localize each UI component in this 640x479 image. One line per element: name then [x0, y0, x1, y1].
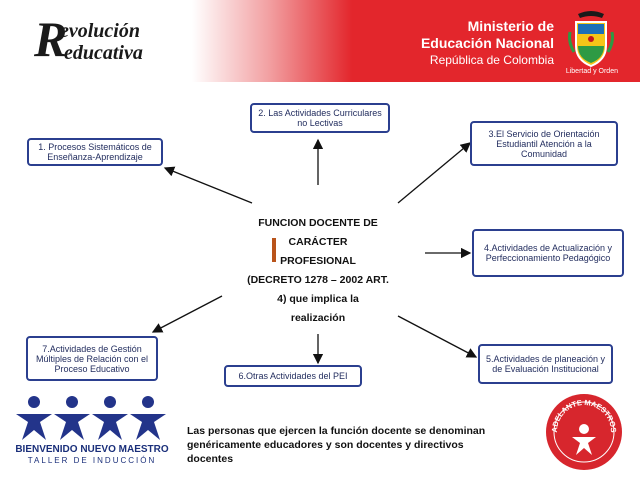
center-line3: PROFESIONAL [280, 255, 356, 267]
box-servicio-orientacion: 3.El Servicio de Orientación Estudiantil Atención a la Comunidad [470, 121, 618, 166]
box-actividades-curriculares: 2. Las Actividades Curriculares no Lectivas [250, 103, 390, 133]
center-line6: realización [290, 312, 346, 324]
box-actualizacion: 4.Actividades de Actualización y Perfeccionamiento Pedagógico [472, 229, 624, 277]
footer-note: Las personas que ejercen la función docente se denominan genéricamente educadores y son docentes y directivos docentes [187, 425, 486, 465]
arrow-to-b3 [398, 143, 470, 203]
logo-line1: evolución [60, 20, 140, 42]
welcome-line2: TALLER DE INDUCCIÓN [27, 456, 157, 465]
ministry-line2: Educación Nacional [420, 35, 554, 51]
people-figures-icon [12, 392, 172, 444]
center-line1: FUNCION DOCENTE DE [258, 217, 378, 229]
box-gestion-multiples: 7.Actividades de Gestión Múltiples de Relación con el Proceso Educativo [26, 336, 158, 381]
center-title [218, 214, 418, 328]
logo-initial: R [34, 11, 68, 67]
center-line5: 4) que implica la [277, 293, 359, 305]
center-line2: CARÁCTER [288, 236, 348, 248]
ministry-line3: República de Colombia [429, 53, 554, 67]
welcome-logo [12, 392, 172, 472]
badge-text: ADELANTE MAESTROS [549, 397, 619, 433]
ministry-line1: Ministerio de [467, 18, 554, 34]
adelante-maestros-badge [545, 393, 623, 471]
welcome-line1: BIENVENIDO NUEVO MAESTRO [15, 444, 169, 455]
arrow-to-b7 [153, 296, 222, 332]
box-procesos-sistematicos: 1. Procesos Sistemáticos de Enseñanza-Aprendizaje [27, 138, 163, 166]
center-line4: (DECRETO 1278 – 2002 ART. [247, 274, 389, 286]
shield-caption: Libertad y Orden [565, 68, 618, 75]
arrow-to-b1 [165, 168, 252, 203]
box-planeacion-evaluacion: 5.Actividades de planeación y de Evaluación Institucional [478, 344, 613, 384]
box-otras-actividades: 6.Otras Actividades del PEI [224, 365, 362, 387]
logo-line2: educativa [64, 42, 143, 64]
